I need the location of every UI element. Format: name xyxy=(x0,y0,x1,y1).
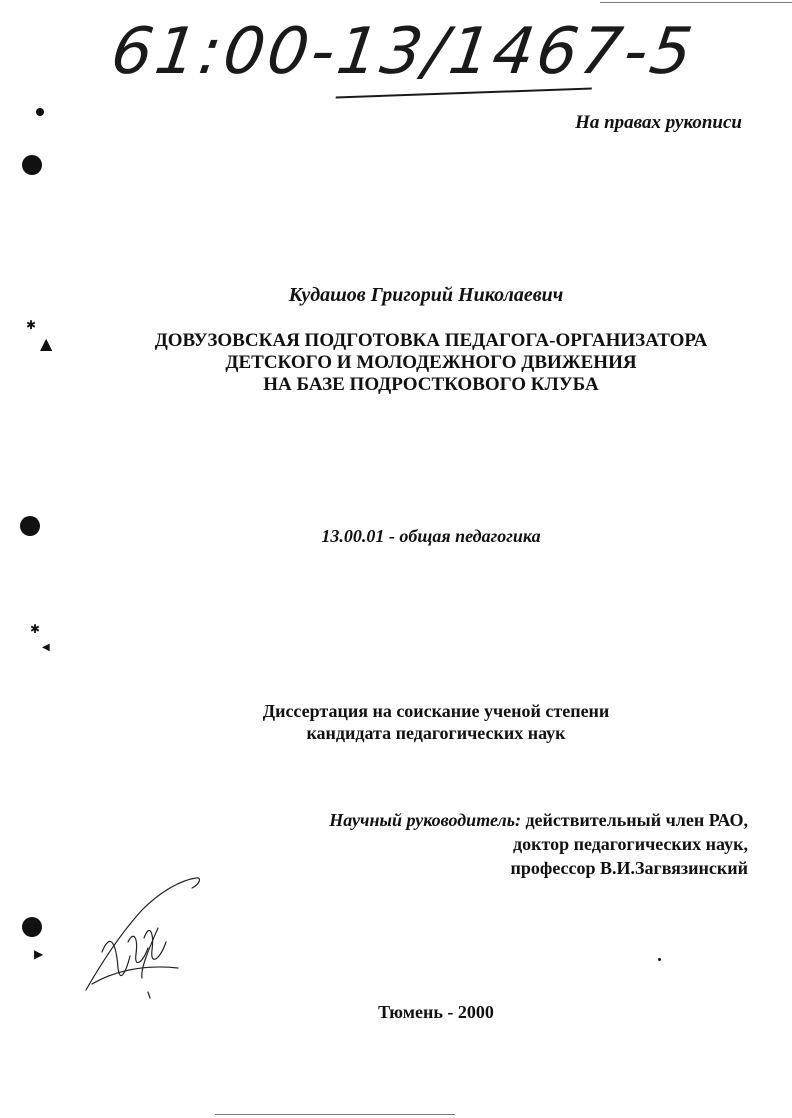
dissertation-title xyxy=(0,330,792,396)
rights-note: На правах рукописи xyxy=(575,112,742,133)
scan-speck xyxy=(658,958,661,961)
punch-hole xyxy=(22,917,42,937)
scan-mark: ▶ xyxy=(34,947,44,961)
author-name: Кудашов Григорий Николаевич xyxy=(288,284,564,306)
supervisor-membership: действительный член РАО, xyxy=(520,810,748,830)
degree-statement xyxy=(0,700,792,744)
scan-mark: ✱ xyxy=(30,622,41,636)
specialty-code: 13.00.01 - общая педагогика xyxy=(321,526,541,546)
archive-code xyxy=(106,15,700,89)
archive-code-underline xyxy=(336,88,592,99)
degree-line: Диссертация на соискание ученой степени xyxy=(262,701,610,721)
archive-code-text: 61:00-13/1467-5 xyxy=(106,15,700,89)
city-year: Тюмень - 2000 xyxy=(378,1002,494,1022)
title-line: ДЕТСКОГО И МОЛОДЕЖНОГО ДВИЖЕНИЯ xyxy=(225,352,637,373)
supervisor-line-1 xyxy=(329,808,748,832)
supervisor-name: профессор В.И.Загвязинский xyxy=(510,858,748,878)
supervisor-block xyxy=(329,808,748,880)
title-line: НА БАЗЕ ПОДРОСТКОВОГО КЛУБА xyxy=(263,374,599,395)
scan-top-edge xyxy=(600,2,792,3)
scan-mark: ✱ xyxy=(26,318,37,332)
scan-bottom-edge xyxy=(215,1114,455,1115)
supervisor-degree: доктор педагогических наук, xyxy=(512,834,748,854)
punch-hole-mark xyxy=(36,108,44,116)
punch-hole xyxy=(22,155,42,175)
title-line: ДОВУЗОВСКАЯ ПОДГОТОВКА ПЕДАГОГА-ОРГАНИЗАТОРА xyxy=(154,330,708,351)
supervisor-label: Научный руководитель: xyxy=(329,810,521,830)
scan-mark: ◀ xyxy=(42,642,50,653)
degree-line: кандидата педагогических наук xyxy=(306,723,566,743)
handwritten-signature xyxy=(82,872,212,1002)
scan-mark: ▲ xyxy=(40,334,53,353)
